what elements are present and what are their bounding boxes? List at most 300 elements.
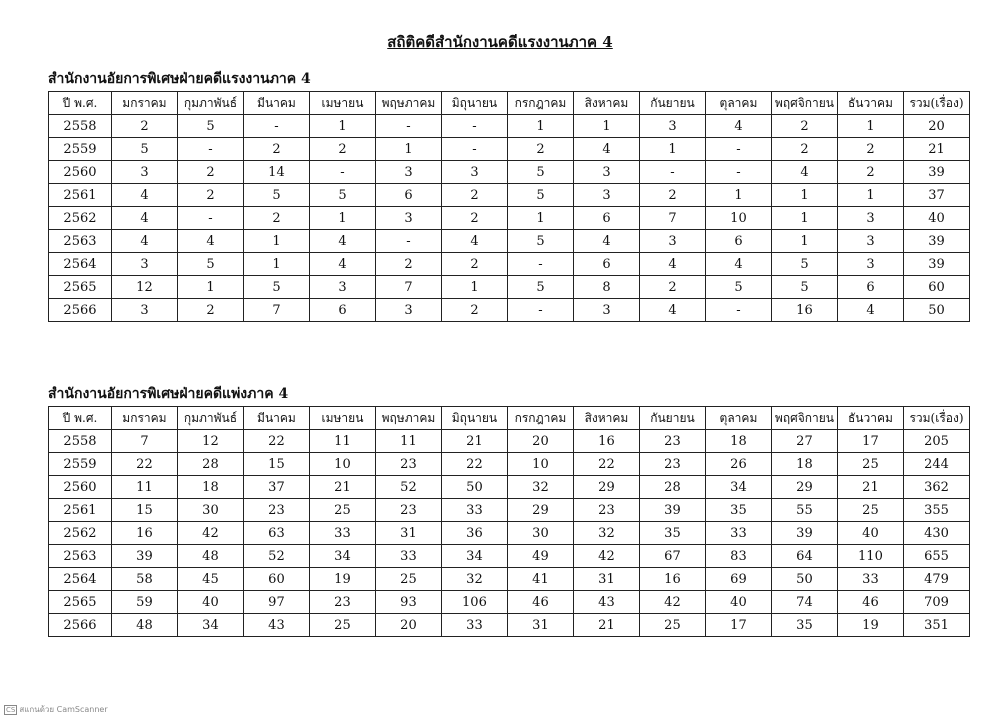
table-row [49, 207, 970, 230]
month-cell: - [243, 115, 309, 138]
month-cell: 1 [837, 115, 903, 138]
month-cell: 37 [243, 476, 309, 499]
month-cell: - [375, 230, 441, 253]
month-cell: 46 [507, 591, 573, 614]
month-cell: - [507, 299, 573, 322]
page-title: สถิติคดีสำนักงานคดีแรงงานภาค 4 [387, 33, 613, 51]
month-cell: 5 [507, 184, 573, 207]
month-cell: 17 [837, 430, 903, 453]
table-row [49, 591, 970, 614]
month-cell: 55 [771, 499, 837, 522]
total-cell: 50 [903, 299, 969, 322]
total-cell: 40 [903, 207, 969, 230]
month-cell: 29 [507, 499, 573, 522]
column-header: มิถุนายน [441, 92, 507, 115]
column-header: มิถุนายน [441, 407, 507, 430]
month-cell: 40 [837, 522, 903, 545]
month-cell: 2 [837, 161, 903, 184]
total-cell: 351 [903, 614, 969, 637]
column-header: มีนาคม [243, 92, 309, 115]
month-cell: 5 [507, 276, 573, 299]
table-row [49, 276, 970, 299]
year-cell: 2565 [49, 276, 112, 299]
total-cell: 709 [903, 591, 969, 614]
month-cell: 5 [507, 230, 573, 253]
month-cell: 31 [573, 568, 639, 591]
month-cell: 5 [771, 253, 837, 276]
month-cell: 1 [573, 115, 639, 138]
month-cell: 22 [573, 453, 639, 476]
month-cell: 6 [837, 276, 903, 299]
table-row [49, 545, 970, 568]
month-cell: 2 [441, 207, 507, 230]
column-header: รวม(เรื่อง) [903, 407, 969, 430]
month-cell: 1 [309, 207, 375, 230]
month-cell: 3 [573, 161, 639, 184]
month-cell: 4 [771, 161, 837, 184]
column-header: ปี พ.ศ. [49, 92, 112, 115]
month-cell: 48 [177, 545, 243, 568]
year-cell: 2558 [49, 115, 112, 138]
month-cell: 1 [243, 253, 309, 276]
labor-cases-table [48, 91, 970, 322]
table-row [49, 299, 970, 322]
table-row [49, 184, 970, 207]
month-cell: 43 [573, 591, 639, 614]
month-cell: 50 [771, 568, 837, 591]
month-cell: 14 [243, 161, 309, 184]
month-cell: 5 [705, 276, 771, 299]
month-cell: - [309, 161, 375, 184]
column-header: พฤษภาคม [375, 407, 441, 430]
column-header: มีนาคม [243, 407, 309, 430]
month-cell: 39 [771, 522, 837, 545]
month-cell: 11 [111, 476, 177, 499]
total-cell: 479 [903, 568, 969, 591]
month-cell: 2 [375, 253, 441, 276]
month-cell: 23 [375, 453, 441, 476]
civil-section-title: สำนักงานอัยการพิเศษฝ่ายคดีแพ่งภาค 4 [48, 386, 289, 402]
total-cell: 21 [903, 138, 969, 161]
month-cell: 11 [309, 430, 375, 453]
month-cell: 4 [639, 253, 705, 276]
month-cell: 20 [375, 614, 441, 637]
total-cell: 362 [903, 476, 969, 499]
month-cell: 5 [309, 184, 375, 207]
month-cell: 58 [111, 568, 177, 591]
year-cell: 2559 [49, 138, 112, 161]
month-cell: 1 [507, 207, 573, 230]
month-cell: 1 [771, 184, 837, 207]
month-cell: 36 [441, 522, 507, 545]
month-cell: - [441, 138, 507, 161]
header-row [49, 407, 970, 430]
month-cell: 4 [441, 230, 507, 253]
month-cell: 5 [177, 115, 243, 138]
month-cell: 30 [507, 522, 573, 545]
month-cell: 2 [771, 115, 837, 138]
camscanner-logo: CS [6, 706, 16, 714]
column-header: ตุลาคม [705, 407, 771, 430]
month-cell: 4 [639, 299, 705, 322]
year-cell: 2565 [49, 591, 112, 614]
month-cell: 23 [243, 499, 309, 522]
month-cell: 3 [639, 115, 705, 138]
month-cell: 2 [441, 299, 507, 322]
month-cell: 39 [111, 545, 177, 568]
month-cell: 33 [441, 614, 507, 637]
header-row [49, 92, 970, 115]
table-row [49, 614, 970, 637]
month-cell: 16 [771, 299, 837, 322]
month-cell: 4 [309, 253, 375, 276]
month-cell: 2 [177, 299, 243, 322]
month-cell: 34 [309, 545, 375, 568]
column-header: กุมภาพันธ์ [177, 407, 243, 430]
month-cell: 31 [507, 614, 573, 637]
month-cell: 27 [771, 430, 837, 453]
month-cell: 1 [441, 276, 507, 299]
footer-text: สแกนด้วย CamScanner [19, 705, 108, 714]
month-cell: 5 [243, 184, 309, 207]
month-cell: 18 [771, 453, 837, 476]
month-cell: 32 [507, 476, 573, 499]
month-cell: 23 [639, 430, 705, 453]
month-cell: 42 [573, 545, 639, 568]
month-cell: 1 [243, 230, 309, 253]
month-cell: 16 [573, 430, 639, 453]
table-row [49, 230, 970, 253]
month-cell: - [705, 138, 771, 161]
total-cell: 355 [903, 499, 969, 522]
month-cell: 64 [771, 545, 837, 568]
month-cell: 3 [837, 253, 903, 276]
month-cell: 22 [111, 453, 177, 476]
month-cell: 5 [507, 161, 573, 184]
month-cell: 7 [243, 299, 309, 322]
month-cell: 8 [573, 276, 639, 299]
month-cell: 33 [375, 545, 441, 568]
month-cell: 25 [837, 453, 903, 476]
month-cell: 12 [111, 276, 177, 299]
month-cell: 4 [705, 253, 771, 276]
month-cell: 22 [243, 430, 309, 453]
column-header: เมษายน [309, 407, 375, 430]
column-header: ตุลาคม [705, 92, 771, 115]
total-cell: 60 [903, 276, 969, 299]
year-cell: 2558 [49, 430, 112, 453]
month-cell: 34 [177, 614, 243, 637]
month-cell: 3 [111, 253, 177, 276]
scanner-footer [4, 703, 108, 716]
month-cell: 21 [837, 476, 903, 499]
month-cell: 23 [375, 499, 441, 522]
column-header: รวม(เรื่อง) [903, 92, 969, 115]
month-cell: 31 [375, 522, 441, 545]
month-cell: 32 [441, 568, 507, 591]
table-row [49, 476, 970, 499]
month-cell: 49 [507, 545, 573, 568]
month-cell: 25 [309, 614, 375, 637]
month-cell: 1 [837, 184, 903, 207]
month-cell: 6 [309, 299, 375, 322]
month-cell: 1 [177, 276, 243, 299]
month-cell: 11 [375, 430, 441, 453]
month-cell: - [705, 161, 771, 184]
month-cell: 33 [441, 499, 507, 522]
month-cell: 46 [837, 591, 903, 614]
month-cell: 23 [309, 591, 375, 614]
month-cell: 2 [243, 138, 309, 161]
month-cell: 63 [243, 522, 309, 545]
month-cell: 16 [111, 522, 177, 545]
month-cell: 4 [177, 230, 243, 253]
year-cell: 2561 [49, 184, 112, 207]
total-cell: 39 [903, 253, 969, 276]
table-row [49, 161, 970, 184]
month-cell: 19 [309, 568, 375, 591]
year-cell: 2563 [49, 230, 112, 253]
month-cell: 20 [507, 430, 573, 453]
month-cell: 18 [177, 476, 243, 499]
month-cell: 3 [573, 299, 639, 322]
month-cell: 6 [573, 253, 639, 276]
month-cell: 97 [243, 591, 309, 614]
table-row [49, 115, 970, 138]
month-cell: 4 [111, 230, 177, 253]
column-header: กรกฎาคม [507, 92, 573, 115]
month-cell: 6 [705, 230, 771, 253]
month-cell: 25 [837, 499, 903, 522]
year-cell: 2562 [49, 207, 112, 230]
year-cell: 2566 [49, 299, 112, 322]
month-cell: 2 [639, 276, 705, 299]
column-header: กุมภาพันธ์ [177, 92, 243, 115]
column-header: ธันวาคม [837, 92, 903, 115]
month-cell: 3 [837, 207, 903, 230]
month-cell: 4 [111, 184, 177, 207]
month-cell: 15 [111, 499, 177, 522]
month-cell: 106 [441, 591, 507, 614]
month-cell: 10 [309, 453, 375, 476]
month-cell: 3 [441, 161, 507, 184]
month-cell: 16 [639, 568, 705, 591]
month-cell: 29 [771, 476, 837, 499]
month-cell: 5 [771, 276, 837, 299]
month-cell: 2 [177, 161, 243, 184]
month-cell: 69 [705, 568, 771, 591]
month-cell: 41 [507, 568, 573, 591]
month-cell: 22 [441, 453, 507, 476]
month-cell: 7 [375, 276, 441, 299]
month-cell: 45 [177, 568, 243, 591]
month-cell: 93 [375, 591, 441, 614]
month-cell: 50 [441, 476, 507, 499]
month-cell: 48 [111, 614, 177, 637]
month-cell: - [639, 161, 705, 184]
month-cell: 34 [705, 476, 771, 499]
month-cell: 4 [111, 207, 177, 230]
month-cell: 40 [705, 591, 771, 614]
month-cell: 2 [177, 184, 243, 207]
month-cell: 3 [639, 230, 705, 253]
month-cell: 3 [111, 161, 177, 184]
month-cell: 28 [177, 453, 243, 476]
table-row [49, 453, 970, 476]
month-cell: 2 [507, 138, 573, 161]
table-row [49, 138, 970, 161]
month-cell: 10 [507, 453, 573, 476]
month-cell: - [177, 207, 243, 230]
month-cell: 32 [573, 522, 639, 545]
month-cell: - [177, 138, 243, 161]
month-cell: 3 [837, 230, 903, 253]
column-header: สิงหาคม [573, 92, 639, 115]
month-cell: 52 [375, 476, 441, 499]
month-cell: 42 [639, 591, 705, 614]
month-cell: 21 [309, 476, 375, 499]
total-cell: 39 [903, 161, 969, 184]
column-header: กรกฎาคม [507, 407, 573, 430]
total-cell: 430 [903, 522, 969, 545]
month-cell: 2 [837, 138, 903, 161]
total-cell: 20 [903, 115, 969, 138]
month-cell: 30 [177, 499, 243, 522]
column-header: กันยายน [639, 407, 705, 430]
month-cell: 2 [639, 184, 705, 207]
month-cell: 59 [111, 591, 177, 614]
month-cell: 23 [639, 453, 705, 476]
table-row [49, 499, 970, 522]
column-header: พฤษภาคม [375, 92, 441, 115]
column-header: สิงหาคม [573, 407, 639, 430]
month-cell: 3 [309, 276, 375, 299]
month-cell: 3 [375, 161, 441, 184]
month-cell: 6 [375, 184, 441, 207]
column-header: มกราคม [111, 92, 177, 115]
month-cell: 12 [177, 430, 243, 453]
month-cell: 5 [111, 138, 177, 161]
column-header: ปี พ.ศ. [49, 407, 112, 430]
month-cell: 5 [243, 276, 309, 299]
month-cell: 60 [243, 568, 309, 591]
month-cell: 5 [177, 253, 243, 276]
month-cell: 17 [705, 614, 771, 637]
month-cell: - [705, 299, 771, 322]
year-cell: 2559 [49, 453, 112, 476]
month-cell: 2 [441, 253, 507, 276]
month-cell: 1 [771, 230, 837, 253]
month-cell: 21 [573, 614, 639, 637]
column-header: กันยายน [639, 92, 705, 115]
month-cell: 3 [375, 207, 441, 230]
labor-section-title: สำนักงานอัยการพิเศษฝ่ายคดีแรงงานภาค 4 [48, 71, 311, 87]
month-cell: 33 [837, 568, 903, 591]
month-cell: - [441, 115, 507, 138]
table-row [49, 522, 970, 545]
month-cell: 25 [375, 568, 441, 591]
month-cell: 19 [837, 614, 903, 637]
month-cell: 26 [705, 453, 771, 476]
month-cell: 52 [243, 545, 309, 568]
month-cell: 34 [441, 545, 507, 568]
month-cell: 2 [771, 138, 837, 161]
month-cell: 18 [705, 430, 771, 453]
month-cell: 1 [507, 115, 573, 138]
month-cell: 7 [639, 207, 705, 230]
month-cell: 3 [111, 299, 177, 322]
month-cell: 3 [573, 184, 639, 207]
month-cell: 4 [309, 230, 375, 253]
table-row [49, 430, 970, 453]
month-cell: 42 [177, 522, 243, 545]
column-header: ธันวาคม [837, 407, 903, 430]
month-cell: 4 [705, 115, 771, 138]
total-cell: 244 [903, 453, 969, 476]
year-cell: 2560 [49, 476, 112, 499]
column-header: พฤศจิกายน [771, 407, 837, 430]
column-header: มกราคม [111, 407, 177, 430]
month-cell: 2 [111, 115, 177, 138]
column-header: พฤศจิกายน [771, 92, 837, 115]
month-cell: - [375, 115, 441, 138]
month-cell: 83 [705, 545, 771, 568]
month-cell: 1 [771, 207, 837, 230]
month-cell: 7 [111, 430, 177, 453]
month-cell: 74 [771, 591, 837, 614]
month-cell: 23 [573, 499, 639, 522]
table-row [49, 568, 970, 591]
month-cell: 28 [639, 476, 705, 499]
year-cell: 2560 [49, 161, 112, 184]
month-cell: 35 [705, 499, 771, 522]
month-cell: 1 [639, 138, 705, 161]
month-cell: 4 [573, 138, 639, 161]
month-cell: 10 [705, 207, 771, 230]
month-cell: 25 [309, 499, 375, 522]
month-cell: 40 [177, 591, 243, 614]
month-cell: 1 [309, 115, 375, 138]
year-cell: 2562 [49, 522, 112, 545]
total-cell: 39 [903, 230, 969, 253]
month-cell: 35 [639, 522, 705, 545]
year-cell: 2563 [49, 545, 112, 568]
month-cell: 33 [705, 522, 771, 545]
month-cell: 4 [573, 230, 639, 253]
month-cell: 2 [243, 207, 309, 230]
month-cell: 1 [375, 138, 441, 161]
month-cell: 67 [639, 545, 705, 568]
month-cell: 29 [573, 476, 639, 499]
month-cell: 1 [705, 184, 771, 207]
month-cell: - [507, 253, 573, 276]
month-cell: 4 [837, 299, 903, 322]
column-header: เมษายน [309, 92, 375, 115]
month-cell: 110 [837, 545, 903, 568]
month-cell: 2 [309, 138, 375, 161]
month-cell: 39 [639, 499, 705, 522]
year-cell: 2564 [49, 568, 112, 591]
month-cell: 3 [375, 299, 441, 322]
month-cell: 6 [573, 207, 639, 230]
year-cell: 2561 [49, 499, 112, 522]
total-cell: 655 [903, 545, 969, 568]
total-cell: 37 [903, 184, 969, 207]
month-cell: 21 [441, 430, 507, 453]
month-cell: 35 [771, 614, 837, 637]
month-cell: 33 [309, 522, 375, 545]
month-cell: 15 [243, 453, 309, 476]
